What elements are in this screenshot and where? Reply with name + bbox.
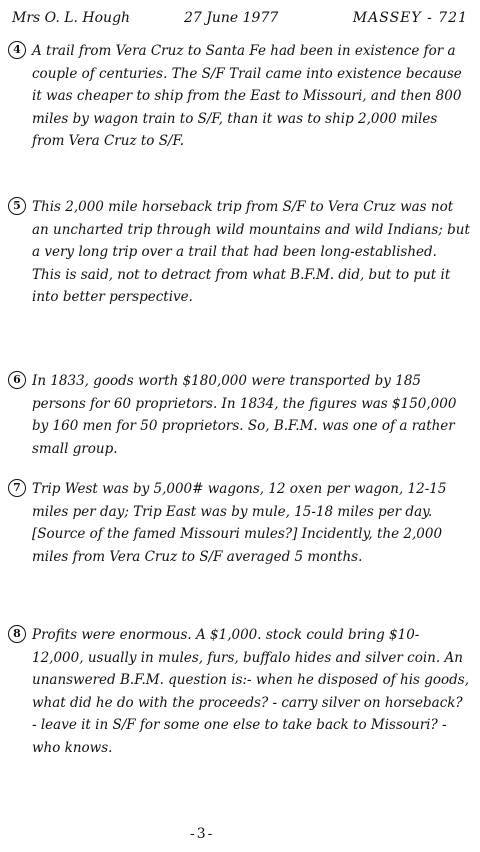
- note-8: [8, 624, 470, 824]
- note-number: 8: [8, 625, 26, 643]
- reference-code: MASSEY - 721: [352, 10, 468, 26]
- author-name: Mrs O. L. Hough: [12, 10, 131, 26]
- note-7: [8, 478, 470, 613]
- note-text: Trip West was by 5,000# wagons, 12 oxen per wagon, 12-15 miles per day; Trip East was by mule, 15-18 miles per day. [Source of the famed Missouri mules?] Incidently, the 2,000 miles from Vera Cruz to S/F averaged 5 months.: [32, 481, 447, 565]
- note-date: 27 June 1977: [184, 10, 279, 26]
- note-number: 4: [8, 41, 26, 59]
- note-text: A trail from Vera Cruz to Santa Fe had been in existence for a couple of centuries. The S/F Trail came into existence because it was cheaper to ship from the East to Missouri, and then 800 miles by wagon train to S/F, than it was to ship 2,000 miles from Vera Cruz to S/F.: [32, 43, 462, 149]
- note-text: Profits were enormous. A $1,000. stock could bring $10-12,000, usually in mules, furs, buffalo hides and silver coin. An unanswered B.F.M. question is:- when he disposed of his goods, what did he do with the proceeds? - carry silver on horseback? - leave it in S/F for some one else to take back to Missouri? - who knows.: [32, 627, 470, 756]
- page-number: -3-: [190, 826, 215, 842]
- page-header: [12, 10, 468, 36]
- note-5: [8, 196, 470, 366]
- note-number: 5: [8, 197, 26, 215]
- note-number: 7: [8, 479, 26, 497]
- note-text: In 1833, goods worth $180,000 were transported by 185 persons for 60 proprietors. In 1834, the figures was $150,000 by 160 men for 50 proprietors. So, B.F.M. was one of a rather small group.: [32, 373, 457, 457]
- note-number: 6: [8, 371, 26, 389]
- note-6: [8, 370, 470, 475]
- note-4: [8, 40, 470, 190]
- note-text: This 2,000 mile horseback trip from S/F to Vera Cruz was not an uncharted trip through wild mountains and wild Indians; but a very long trip over a trail that had been long-established. This is said, not to detract from what B.F.M. did, but to put it into better perspective.: [32, 199, 470, 305]
